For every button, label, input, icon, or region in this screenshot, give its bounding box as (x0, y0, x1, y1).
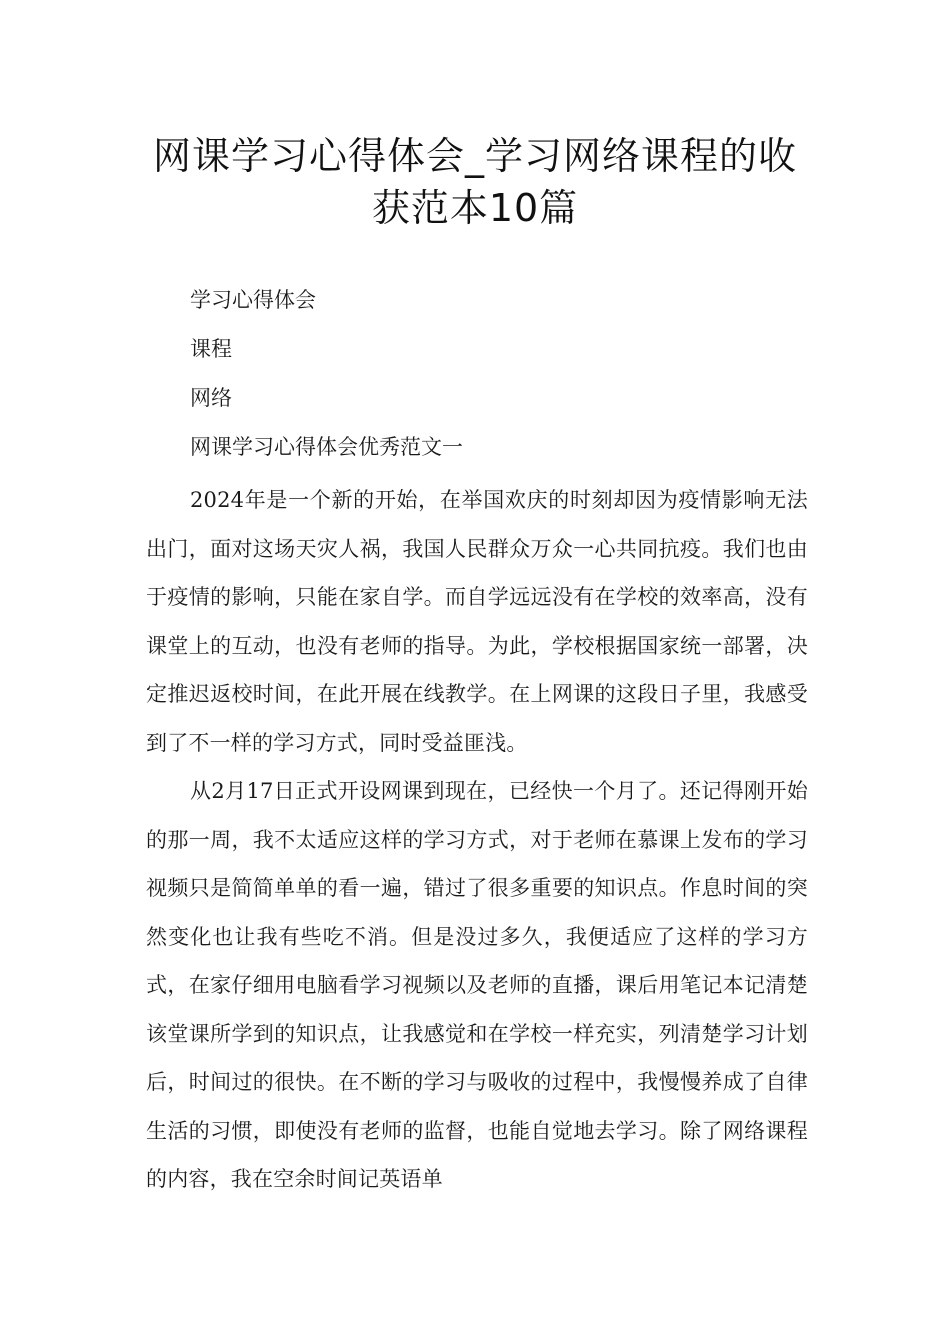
keyword-list (190, 276, 463, 472)
keyword-item: 学习心得体会 (190, 288, 316, 312)
body-paragraph: 从2月17日正式开设网课到现在，已经快一个月了。还记得刚开始的那一周，我不太适应这样的学习方式，对于老师在慕课上发布的学习视频只是简简单单的看一遍，错过了很多重要的知识点。作息时间的突然变化也让我有些吃不消。但是没过多久，我便适应了这样的学习方式，在家仔细用电脑看学习视频以及老师的直播，课后用笔记本记清楚该堂课所学到的知识点，让我感觉和在学校一样充实，列清楚学习计划后，时间过的很快。在不断的学习与吸收的过程中，我慢慢养成了自律生活的习惯，即使没有老师的监督，也能自觉地去学习。除了网络课程的内容，我在空余时间记英语单 (146, 779, 808, 1191)
document-title (120, 130, 830, 234)
title-line-1: 网课学习心得体会_学习网络课程的收 (152, 134, 797, 178)
document-body (146, 476, 808, 1204)
keyword-item: 课程 (190, 337, 232, 361)
body-paragraph: 2024年是一个新的开始，在举国欢庆的时刻却因为疫情影响无法出门，面对这场天灾人祸，我国人民群众万众一心共同抗疫。我们也由于疫情的影响，只能在家自学。而自学远远没有在学校的效率高，没有课堂上的互动，也没有老师的指导。为此，学校根据国家统一部署，决定推迟返校时间，在此开展在线教学。在上网课的这段日子里，我感受到了不一样的学习方式，同时受益匪浅。 (146, 488, 808, 755)
section-heading: 网课学习心得体会优秀范文一 (190, 435, 463, 459)
title-line-2: 获范本10篇 (371, 186, 579, 230)
keyword-item: 网络 (190, 386, 232, 410)
